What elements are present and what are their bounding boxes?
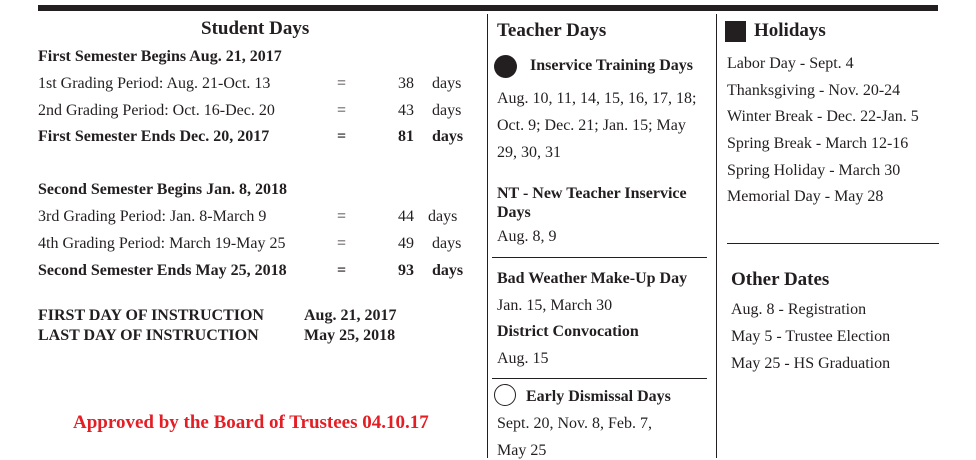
- other-dates-heading: Other Dates: [731, 269, 830, 290]
- period-label: 1st Grading Period: Aug. 21-Oct. 13: [38, 75, 271, 92]
- day-unit: days: [432, 102, 462, 119]
- inservice-line: Oct. 9; Dec. 21; Jan. 15; May: [497, 117, 686, 134]
- holiday-item: Thanksgiving - Nov. 20-24: [727, 82, 901, 99]
- day-count: 49: [398, 235, 414, 252]
- other-date-item: May 25 - HS Graduation: [731, 355, 891, 372]
- nt-title-cont: Days: [497, 204, 531, 221]
- inservice-line: Aug. 10, 11, 14, 15, 16, 17, 18;: [497, 90, 697, 107]
- teacher-divider: [492, 378, 707, 379]
- period-label: 2nd Grading Period: Oct. 16-Dec. 20: [38, 102, 275, 119]
- student-days-heading: Student Days: [201, 18, 310, 39]
- top-rule: [38, 5, 938, 11]
- day-unit: days: [432, 75, 462, 92]
- last-day-date: May 25, 2018: [304, 327, 396, 344]
- semester-end-label: First Semester Ends Dec. 20, 2017: [38, 128, 270, 145]
- day-count: 81: [398, 128, 414, 145]
- second-semester-begins: Second Semester Begins Jan. 8, 2018: [38, 181, 288, 198]
- bad-weather-title: Bad Weather Make-Up Day: [497, 270, 688, 287]
- nt-title: NT - New Teacher Inservice: [497, 185, 687, 202]
- equals-sign: =: [337, 102, 347, 119]
- bad-weather-dates: Jan. 15, March 30: [497, 297, 613, 314]
- holiday-item: Memorial Day - May 28: [727, 188, 884, 205]
- open-circle-icon: [494, 384, 516, 406]
- last-day-label: LAST DAY OF INSTRUCTION: [38, 327, 259, 344]
- semester-end-label: Second Semester Ends May 25, 2018: [38, 262, 287, 279]
- day-unit: days: [428, 208, 458, 225]
- holiday-divider: [727, 243, 939, 244]
- equals-sign: =: [337, 208, 347, 225]
- early-dismissal-title: Early Dismissal Days: [526, 388, 671, 405]
- equals-sign: =: [337, 128, 347, 145]
- day-unit: days: [432, 235, 462, 252]
- equals-sign: =: [337, 235, 347, 252]
- holiday-item: Spring Holiday - March 30: [727, 162, 901, 179]
- approval-note: Approved by the Board of Trustees 04.10.17: [73, 412, 429, 433]
- holiday-item: Winter Break - Dec. 22-Jan. 5: [727, 108, 919, 125]
- first-semester-begins: First Semester Begins Aug. 21, 2017: [38, 48, 282, 65]
- equals-sign: =: [337, 262, 347, 279]
- other-date-item: Aug. 8 - Registration: [731, 301, 867, 318]
- holidays-heading: Holidays: [754, 20, 826, 41]
- period-label: 4th Grading Period: March 19-May 25: [38, 235, 286, 252]
- early-dismissal-line: Sept. 20, Nov. 8, Feb. 7,: [497, 415, 652, 432]
- equals-sign: =: [337, 75, 347, 92]
- first-day-date: Aug. 21, 2017: [304, 307, 397, 324]
- day-count: 38: [398, 75, 414, 92]
- day-unit: days: [432, 262, 464, 279]
- inservice-line: 29, 30, 31: [497, 144, 561, 161]
- day-count: 43: [398, 102, 414, 119]
- filled-circle-icon: [494, 55, 517, 78]
- teacher-divider: [492, 257, 707, 258]
- day-unit: days: [432, 128, 464, 145]
- divider-left: [487, 14, 488, 458]
- filled-square-icon: [725, 21, 746, 42]
- inservice-title: Inservice Training Days: [530, 57, 693, 74]
- holiday-item: Labor Day - Sept. 4: [727, 55, 854, 72]
- teacher-days-heading: Teacher Days: [497, 20, 607, 41]
- day-count: 93: [398, 262, 414, 279]
- convocation-date: Aug. 15: [497, 350, 549, 367]
- period-label: 3rd Grading Period: Jan. 8-March 9: [38, 208, 267, 225]
- holiday-item: Spring Break - March 12-16: [727, 135, 909, 152]
- day-count: 44: [398, 208, 414, 225]
- early-dismissal-line: May 25: [497, 442, 547, 459]
- first-day-label: FIRST DAY OF INSTRUCTION: [38, 307, 264, 324]
- convocation-title: District Convocation: [497, 323, 639, 340]
- divider-right: [716, 14, 717, 458]
- other-date-item: May 5 - Trustee Election: [731, 328, 891, 345]
- nt-dates: Aug. 8, 9: [497, 228, 557, 245]
